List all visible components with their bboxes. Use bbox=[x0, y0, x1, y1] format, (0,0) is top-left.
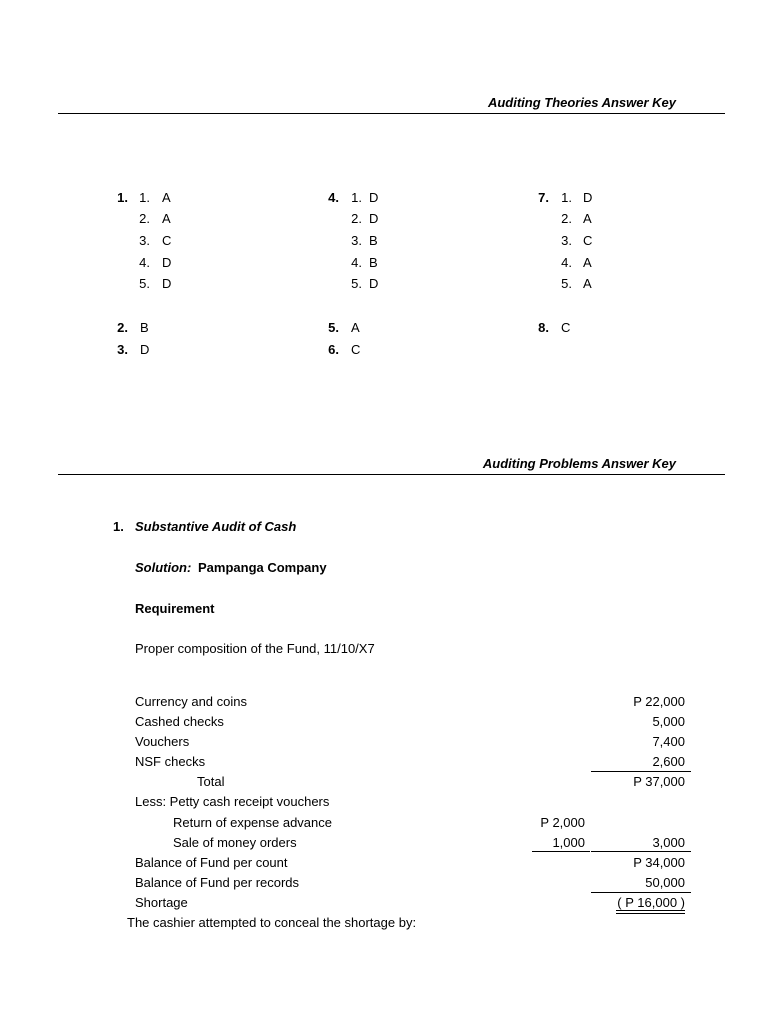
conceal-text: The cashier attempted to conceal the shortage by: bbox=[127, 915, 417, 930]
row-value: 50,000 bbox=[645, 875, 685, 890]
question-number: 1. bbox=[117, 190, 128, 205]
answer: D bbox=[369, 276, 379, 291]
total-double-rule bbox=[616, 910, 685, 914]
row-value: 1,000 bbox=[552, 835, 585, 850]
answer: C bbox=[351, 342, 361, 357]
row-value: ( P 16,000 ) bbox=[617, 895, 685, 910]
subtotal-rule bbox=[591, 771, 691, 772]
composition-heading: Proper composition of the Fund, 11/10/X7 bbox=[135, 641, 375, 656]
row-value: P 2,000 bbox=[540, 815, 585, 830]
header-rule bbox=[58, 113, 725, 114]
sub-number: 5. bbox=[561, 276, 572, 291]
question-number: 4. bbox=[328, 190, 339, 205]
sub-number: 5. bbox=[139, 276, 150, 291]
answer: A bbox=[583, 276, 592, 291]
theories-title: Auditing Theories Answer Key bbox=[487, 95, 676, 110]
answer: D bbox=[162, 255, 172, 270]
row-value: 3,000 bbox=[652, 835, 685, 850]
question-number: 8. bbox=[538, 320, 549, 335]
question-number: 2. bbox=[117, 320, 128, 335]
answer: B bbox=[369, 233, 378, 248]
row-label: NSF checks bbox=[135, 754, 206, 769]
answer: A bbox=[583, 255, 592, 270]
question-number: 7. bbox=[538, 190, 549, 205]
question-number: 6. bbox=[328, 342, 339, 357]
row-label: Sale of money orders bbox=[173, 835, 297, 850]
answer: A bbox=[351, 320, 360, 335]
requirement-heading: Requirement bbox=[135, 601, 215, 616]
row-value: 5,000 bbox=[652, 714, 685, 729]
answer: D bbox=[583, 190, 593, 205]
question-number: 3. bbox=[117, 342, 128, 357]
solution-label: Solution: bbox=[135, 560, 192, 575]
answer: B bbox=[140, 320, 149, 335]
row-label: Balance of Fund per count bbox=[135, 855, 288, 870]
sub-number: 2. bbox=[351, 211, 362, 226]
row-label: Balance of Fund per records bbox=[135, 875, 300, 890]
row-label: Return of expense advance bbox=[173, 815, 332, 830]
answer: D bbox=[140, 342, 150, 357]
problems-title: Auditing Problems Answer Key bbox=[482, 456, 676, 471]
row-label: Vouchers bbox=[135, 734, 190, 749]
answer: C bbox=[162, 233, 172, 248]
answer: D bbox=[369, 190, 379, 205]
subtotal-rule bbox=[591, 892, 691, 893]
sub-number: 3. bbox=[139, 233, 150, 248]
sub-number: 2. bbox=[561, 211, 572, 226]
sub-number: 3. bbox=[351, 233, 362, 248]
subtotal-rule bbox=[532, 851, 590, 852]
answer: D bbox=[369, 211, 379, 226]
row-value: P 37,000 bbox=[633, 774, 685, 789]
row-label: Cashed checks bbox=[135, 714, 224, 729]
header-rule bbox=[58, 474, 725, 475]
sub-number: 2. bbox=[139, 211, 150, 226]
sub-number: 4. bbox=[561, 255, 572, 270]
sub-number: 4. bbox=[351, 255, 362, 270]
row-label: Total bbox=[197, 774, 225, 789]
row-value: 2,600 bbox=[652, 754, 685, 769]
sub-number: 1. bbox=[351, 190, 362, 205]
answer: A bbox=[162, 190, 171, 205]
row-label: Currency and coins bbox=[135, 694, 247, 709]
sub-number: 4. bbox=[139, 255, 150, 270]
solution-company: Pampanga Company bbox=[198, 560, 327, 575]
answer: C bbox=[583, 233, 593, 248]
answer: A bbox=[583, 211, 592, 226]
row-label: Shortage bbox=[135, 895, 188, 910]
answer: A bbox=[162, 211, 171, 226]
question-number: 5. bbox=[328, 320, 339, 335]
subtotal-rule bbox=[591, 851, 691, 852]
sub-number: 1. bbox=[561, 190, 572, 205]
answer: B bbox=[369, 255, 378, 270]
problem-number: 1. bbox=[113, 519, 124, 534]
row-value: P 22,000 bbox=[633, 694, 685, 709]
row-value: 7,400 bbox=[652, 734, 685, 749]
answer: D bbox=[162, 276, 172, 291]
row-value: P 34,000 bbox=[633, 855, 685, 870]
sub-number: 3. bbox=[561, 233, 572, 248]
problem-title: Substantive Audit of Cash bbox=[135, 519, 297, 534]
row-label: Less: Petty cash receipt vouchers bbox=[135, 794, 330, 809]
sub-number: 1. bbox=[139, 190, 150, 205]
sub-number: 5. bbox=[351, 276, 362, 291]
answer: C bbox=[561, 320, 571, 335]
